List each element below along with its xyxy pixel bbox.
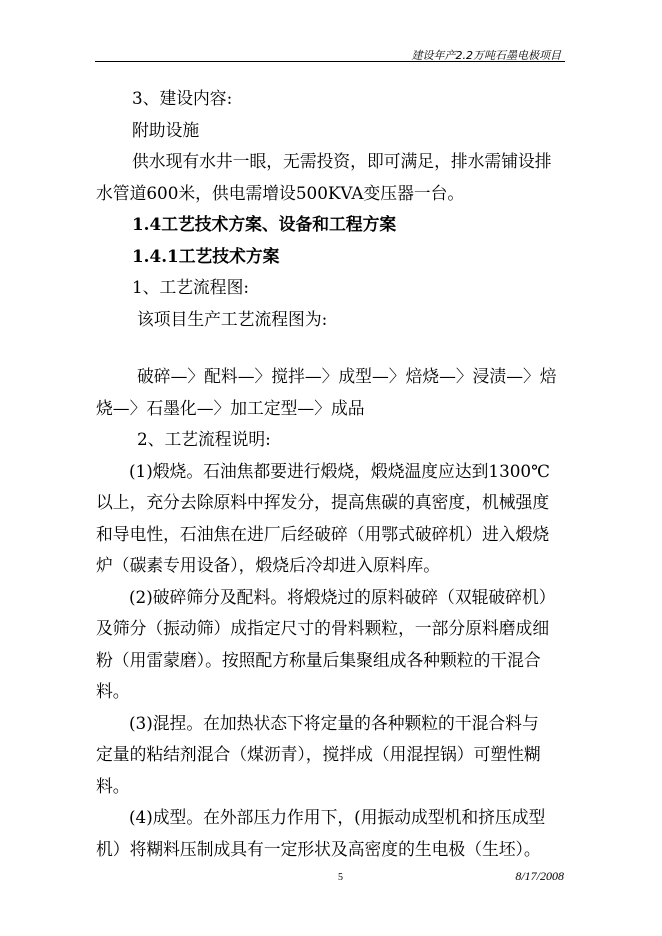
paragraph-line: 以上，充分去除原料中挥发分，提高焦碳的真密度，机械强度 [96, 492, 550, 512]
running-header: 建设年产2.2万吨石墨电极项目 [411, 49, 561, 62]
section-heading-1-4-1: 1.4.1工艺技术方案 [132, 245, 280, 266]
paragraph-line: 料。 [96, 775, 130, 796]
section-heading-1-4: 1.4工艺技术方案、设备和工程方案 [132, 214, 397, 234]
paragraph-line: 供水现有水井一眼，无需投资，即可满足，排水需铺设排 [132, 151, 552, 171]
paragraph-line: (3)混捏。在加热状态下将定量的各种颗粒的干混合料与 [129, 712, 539, 733]
item-heading-process-description: 2、工艺流程说明: [137, 429, 271, 449]
body-text [96, 83, 583, 865]
paragraph-line: 及筛分（振动筛）成指定尺寸的骨料颗粒，一部分原料磨成细 [96, 618, 550, 638]
paragraph-line: (2)破碎筛分及配料。将煅烧过的原料破碎（双辊破碎机） [129, 586, 556, 607]
paragraph-line: 炉（碳素专用设备），煅烧后冷却进入原料库。 [96, 555, 441, 575]
paragraph-line: 料。 [96, 681, 130, 701]
paragraph-line: (1)煅烧。石油焦都要进行煅烧，煅烧温度应达到1300℃ [129, 460, 550, 481]
blank-space [96, 335, 583, 361]
header-rule [95, 61, 565, 62]
paragraph-line: 和导电性，石油焦在进厂后经破碎（用鄂式破碎机）进入煅烧 [96, 523, 550, 544]
paragraph-line: (4)成型。在外部压力作用下，(用振动成型机和挤压成型 [129, 807, 546, 827]
page-number: 5 [338, 872, 343, 883]
item-heading-flowchart: 1、工艺流程图: [132, 277, 250, 297]
paragraph-line: 定量的粘结剂混合（煤沥青），搅拌成（用混捏锅）可塑性糊 [96, 744, 541, 764]
paragraph-line: 水管道600米，供电需增设500KVA变压器一台。 [96, 182, 465, 203]
section-heading-construction: 3、建设内容: [132, 88, 233, 108]
paragraph-line: 粉（用雷蒙磨）。按照配方称量后集聚组成各种颗粒的干混合 [96, 649, 541, 670]
paragraph-line: 该项目生产工艺流程图为: [137, 308, 328, 329]
subheading-auxiliary-facilities: 附助设施 [132, 119, 200, 140]
paragraph-line: 机）将糊料压制成具有一定形状及高密度的生电极（生坯）。 [96, 838, 541, 859]
footer-date: 8/17/2008 [515, 869, 564, 883]
process-flow-line: 烧—〉石墨化—〉加工定型—〉成品 [96, 397, 365, 418]
process-flow-line: 破碎—〉配料—〉搅拌—〉成型—〉焙烧—〉浸渍—〉焙 [137, 366, 557, 386]
